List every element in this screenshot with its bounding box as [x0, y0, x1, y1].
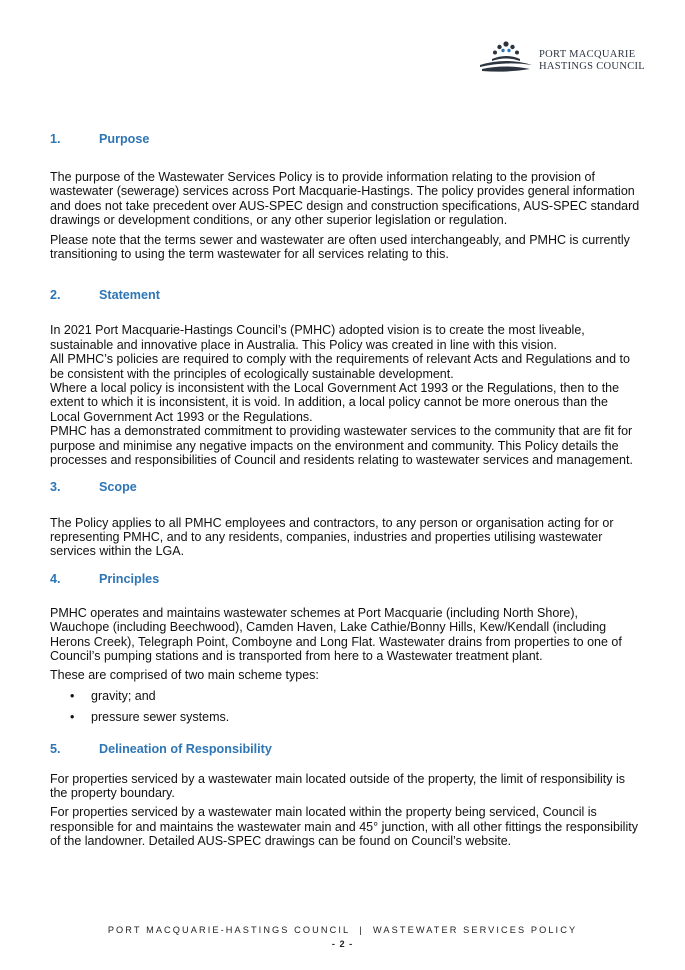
- paragraph: For properties serviced by a wastewater main located outside of the property, the limit of responsibility is the property boundary.: [50, 771, 626, 800]
- section-title: Statement: [99, 288, 160, 303]
- bullet-icon: •: [70, 688, 75, 703]
- bullet-icon: •: [70, 710, 75, 725]
- list-item: [50, 710, 640, 724]
- section-title: Scope: [99, 479, 137, 494]
- section-number: 3.: [50, 479, 61, 494]
- page-number: - 2 -: [331, 939, 354, 949]
- section-heading-scope: [50, 480, 640, 495]
- section-title: Principles: [99, 571, 160, 586]
- paragraph: PMHC has a demonstrated commitment to providing wastewater services to the community that are fit for purpose and minimise any negative impacts on the environment and community. This Policy details the processes and responsibilities of Council and residents relating to wastewater services and management.: [50, 424, 633, 468]
- section-number: 5.: [50, 741, 61, 756]
- paragraph: In 2021 Port Macquarie-Hastings Council’s (PMHC) adopted vision is to create the most liveable, sustainable and innovative place in Australia. This Policy was created in line with this vision.: [50, 323, 585, 352]
- scheme-type-list: [50, 689, 640, 725]
- section-title: Purpose: [99, 132, 150, 146]
- paragraph: For properties serviced by a wastewater main located within the property being serviced, Council is responsible for and maintains the wastewater main and 45° junction, with all other fittings the responsibility of the landowner. Detailed AUS-SPEC drawings can be found on Council’s website.: [50, 805, 638, 849]
- paragraph: These are comprised of two main scheme types:: [50, 668, 319, 683]
- list-item: [50, 689, 640, 703]
- section-number: 1.: [50, 132, 61, 146]
- section-heading-statement: [50, 288, 640, 303]
- section-heading-principles: [50, 572, 640, 587]
- list-item-text: gravity; and: [91, 688, 156, 703]
- paragraph: PMHC operates and maintains wastewater schemes at Port Macquarie (including North Shore), Wauchope (including Beechwood), Camden Haven, Lake Cathie/Bonny Hills, Kew/Kendall (including Herons Creek), Telegraph Point, Comboyne and Long Flat. Wastewater drains from properties to one of Council’s pumping stations and is transported from here to a Wastewater treatment plant.: [50, 605, 622, 663]
- section-heading-purpose: [50, 132, 640, 147]
- section-number: 2.: [50, 288, 61, 303]
- section-heading-delineation: [50, 742, 640, 757]
- list-item-text: pressure sewer systems.: [91, 710, 230, 725]
- section-title: Delineation of Responsibility: [99, 741, 272, 756]
- paragraph: The Policy applies to all PMHC employees and contractors, to any person or organisation acting for or representing PMHC, and to any residents, companies, industries and properties utilising wastewater services within the LGA.: [50, 515, 614, 559]
- paragraph: Where a local policy is inconsistent with the Local Government Act 1993 or the Regulations, then to the extent to which it is inconsistent, it is void. In addition, a local policy cannot be more onerous than the Local Government Act 1993 or the Regulations.: [50, 381, 620, 424]
- policy-body: [50, 120, 640, 849]
- logo-line-2: HASTINGS COUNCIL: [539, 61, 646, 72]
- section-number: 4.: [50, 571, 61, 586]
- paragraph: All PMHC’s policies are required to comply with the requirements of relevant Acts and Regulations and to be consistent with the principles of ecologically sustainable development.: [50, 352, 630, 381]
- paragraph: The purpose of the Wastewater Services Policy is to provide information relating to the provision of wastewater (sewerage) services across Port Macquarie-Hastings. The policy provides general information and does not take precedent over AUS-SPEC design and construction specifications, AUS-SPEC standard drawings or development conditions, or any other superior legislation or regulation.: [50, 170, 640, 228]
- paragraph: Please note that the terms sewer and wastewater are often used interchangeably, and PMHC is currently transitioning to using the term wastewater for all services relating to this.: [50, 232, 630, 262]
- council-logo-wordmark: [539, 49, 645, 73]
- page-footer: PORT MACQUARIE-HASTINGS COUNCIL | WASTEWATER SERVICES POLICY: [107, 925, 578, 935]
- logo-line-1: PORT MACQUARIE: [539, 49, 636, 60]
- council-logo: [478, 38, 648, 78]
- council-logo-icon: [478, 38, 534, 78]
